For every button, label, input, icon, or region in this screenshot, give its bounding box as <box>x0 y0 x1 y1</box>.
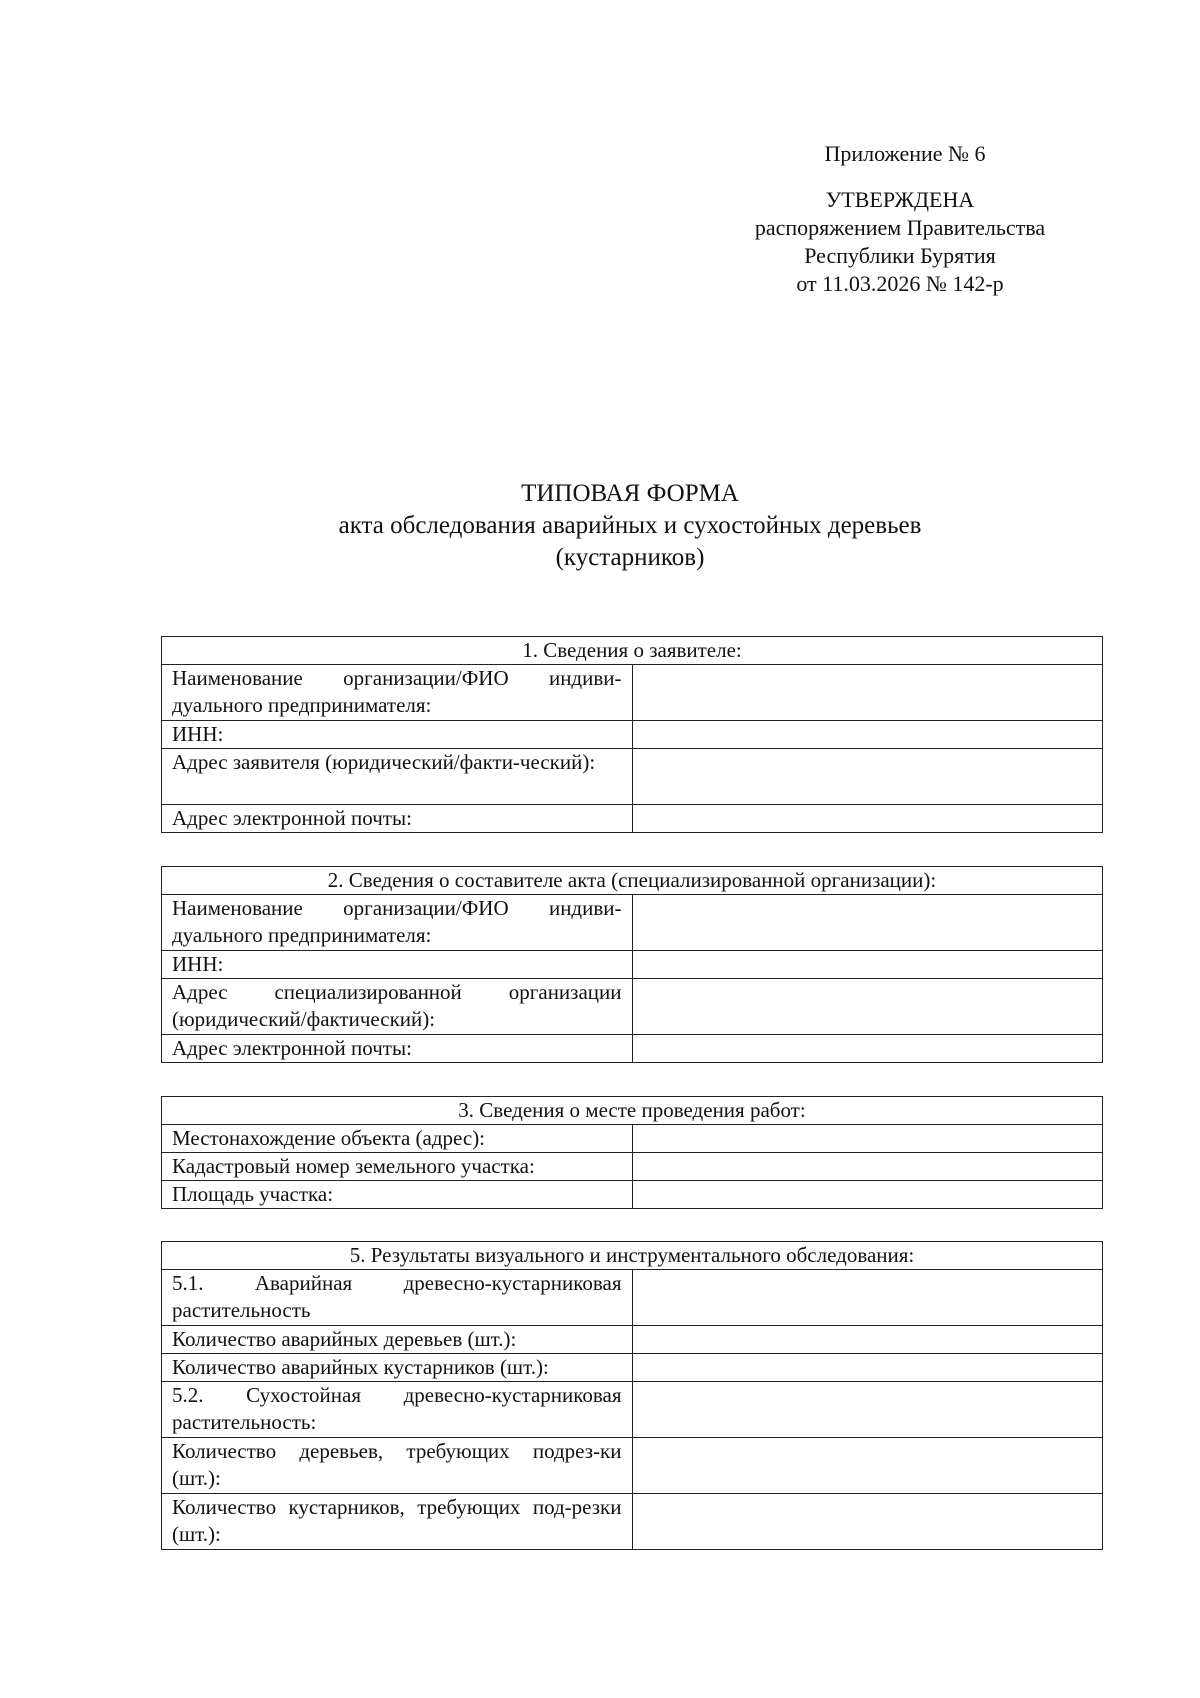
table-row <box>162 979 1103 1035</box>
table-row <box>162 867 1103 895</box>
table-row <box>162 1242 1103 1270</box>
section-5-results-table <box>161 1241 1103 1550</box>
section-2-compiler-table <box>161 866 1103 1063</box>
compiler-email-label: Адрес электронной почты: <box>162 1035 633 1063</box>
dead-vegetation-field[interactable] <box>632 1382 1103 1438</box>
compiler-name-label: Наименование организации/ФИО индиви-дуального предпринимателя: <box>162 895 633 951</box>
compiler-address-label: Адрес специализированной организации (юридический/фактический): <box>162 979 633 1035</box>
section-3-work-site-table <box>161 1096 1103 1209</box>
shrubs-pruning-count-label: Количество кустарников, требующих под-резки (шт.): <box>162 1494 633 1550</box>
applicant-address-field[interactable] <box>632 749 1103 805</box>
cadastral-number-field[interactable] <box>632 1153 1103 1181</box>
applicant-name-label: Наименование организации/ФИО индиви-дуального предпринимателя: <box>162 665 633 721</box>
cadastral-number-label: Кадастровый номер земельного участка: <box>162 1153 633 1181</box>
table-row <box>162 1181 1103 1209</box>
site-address-label: Местонахождение объекта (адрес): <box>162 1125 633 1153</box>
title-line-2: акта обследования аварийных и сухостойных деревьев <box>338 512 922 539</box>
applicant-email-label: Адрес электронной почты: <box>162 805 633 833</box>
table-row <box>162 1125 1103 1153</box>
emergency-trees-count-field[interactable] <box>632 1326 1103 1354</box>
dead-vegetation-label: 5.2. Сухостойная древесно-кустарниковая растительность: <box>162 1382 633 1438</box>
approval-date: от 11.03.2026 № 142-р <box>796 271 1004 296</box>
table-row <box>162 1494 1103 1550</box>
table-row <box>162 665 1103 721</box>
plot-area-label: Площадь участка: <box>162 1181 633 1209</box>
applicant-name-field[interactable] <box>632 665 1103 721</box>
table-row <box>162 1326 1103 1354</box>
table-row <box>162 1035 1103 1063</box>
trees-pruning-count-label: Количество деревьев, требующих подрез-ки (шт.): <box>162 1438 633 1494</box>
table-row <box>162 1354 1103 1382</box>
document-title <box>160 478 1100 574</box>
emergency-trees-count-label: Количество аварийных деревьев (шт.): <box>162 1326 633 1354</box>
title-main: ТИПОВАЯ ФОРМА <box>521 480 739 507</box>
trees-pruning-count-field[interactable] <box>632 1438 1103 1494</box>
section-5-heading: 5. Результаты визуального и инструментального обследования: <box>162 1242 1103 1270</box>
compiler-name-field[interactable] <box>632 895 1103 951</box>
emergency-shrubs-count-field[interactable] <box>632 1354 1103 1382</box>
applicant-inn-label: ИНН: <box>162 721 633 749</box>
table-row <box>162 637 1103 665</box>
site-address-field[interactable] <box>632 1125 1103 1153</box>
compiler-address-field[interactable] <box>632 979 1103 1035</box>
applicant-address-label: Адрес заявителя (юридический/факти-ческий): <box>162 749 633 805</box>
compiler-inn-field[interactable] <box>632 951 1103 979</box>
table-row <box>162 805 1103 833</box>
table-row <box>162 721 1103 749</box>
section-3-heading: 3. Сведения о месте проведения работ: <box>162 1097 1103 1125</box>
table-row <box>162 1382 1103 1438</box>
applicant-inn-field[interactable] <box>632 721 1103 749</box>
approval-line-2: Республики Бурятия <box>804 243 996 268</box>
table-row <box>162 1270 1103 1326</box>
section-1-applicant-table <box>161 636 1103 833</box>
shrubs-pruning-count-field[interactable] <box>632 1494 1103 1550</box>
table-row <box>162 951 1103 979</box>
compiler-inn-label: ИНН: <box>162 951 633 979</box>
applicant-email-field[interactable] <box>632 805 1103 833</box>
compiler-email-field[interactable] <box>632 1035 1103 1063</box>
emergency-vegetation-field[interactable] <box>632 1270 1103 1326</box>
annex-number: Приложение № 6 <box>824 141 986 166</box>
table-row <box>162 895 1103 951</box>
plot-area-field[interactable] <box>632 1181 1103 1209</box>
section-1-heading: 1. Сведения о заявителе: <box>162 637 1103 665</box>
approval-block <box>700 140 1100 298</box>
table-row <box>162 1153 1103 1181</box>
table-row <box>162 1438 1103 1494</box>
table-row <box>162 1097 1103 1125</box>
section-2-heading: 2. Сведения о составителе акта (специализированной организации): <box>162 867 1103 895</box>
table-row <box>162 749 1103 805</box>
approval-line-1: распоряжением Правительства <box>754 215 1046 240</box>
approved-label: УТВЕРЖДЕНА <box>825 187 975 212</box>
emergency-shrubs-count-label: Количество аварийных кустарников (шт.): <box>162 1354 633 1382</box>
title-line-3: (кустарников) <box>555 544 705 571</box>
emergency-vegetation-label: 5.1. Аварийная древесно-кустарниковая растительность <box>162 1270 633 1326</box>
